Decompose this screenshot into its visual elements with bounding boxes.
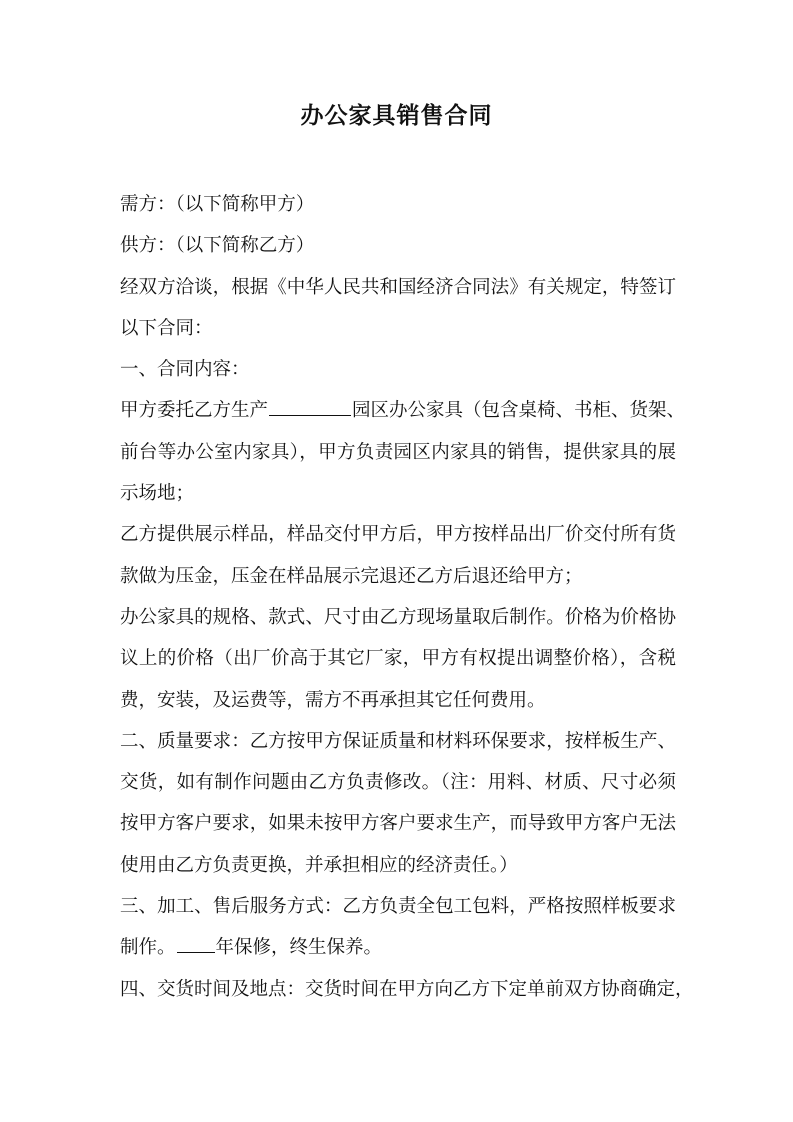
section-3-line-2 (120, 927, 676, 968)
line-clause-2a: 乙方提供展示样品，样品交付甲方后，甲方按样品出厂价交付所有货 (120, 524, 676, 546)
clause-1a-prefix: 甲方委托乙方生产 (120, 400, 269, 422)
line-clause-3b: 议上的价格（出厂价高于其它厂家，甲方有权提出调整价格），含税 (120, 648, 676, 670)
section-1-heading: 一、合同内容： (120, 359, 250, 381)
document-body (120, 184, 694, 1010)
section-3-suffix: 年保修，终生保养。 (215, 937, 383, 959)
blank-field-park-name[interactable] (269, 397, 351, 416)
line-clause-1c: 示场地； (120, 483, 195, 505)
section-2-line-4: 使用由乙方负责更换，并承担相应的经济责任。） (120, 854, 518, 876)
blank-field-warranty-years[interactable] (177, 934, 215, 953)
line-buyer: 需方：（以下简称甲方） (120, 194, 315, 215)
section-2-line-3: 按甲方客户要求，如果未按甲方客户要求生产，而导致甲方客户无法 (120, 813, 676, 835)
line-clause-1b: 前台等办公室内家具），甲方负责园区内家具的销售，提供家具的展 (120, 441, 676, 463)
line-clause-3a: 办公家具的规格、款式、尺寸由乙方现场量取后制作。价格为价格协 (120, 606, 676, 628)
section-3-prefix: 制作。 (120, 937, 176, 959)
line-clause-2b: 款做为压金，压金在样品展示完退还乙方后退还给甲方； (120, 565, 583, 587)
clause-1a-suffix: 园区办公家具（包含桌椅、书柜、货架、 (352, 400, 686, 422)
line-preamble-2: 以下合同： (120, 317, 213, 339)
section-2-line-1: 二、质量要求：乙方按甲方保证质量和材料环保要求，按样板生产、 (120, 730, 676, 752)
section-2-line-2: 交货，如有制作问题由乙方负责修改。（注：用料、材质、尺寸必须 (120, 772, 676, 794)
line-clause-1a (120, 390, 686, 431)
line-preamble-1: 经双方洽谈，根据《中华人民共和国经济合同法》有关规定，特签订 (120, 276, 676, 298)
section-3-line-1: 三、加工、售后服务方式：乙方负责全包工包料，严格按照样板要求 (120, 896, 676, 918)
line-supplier: 供方：（以下简称乙方） (120, 235, 315, 257)
section-4-line-1: 四、交货时间及地点：交货时间在甲方向乙方下定单前双方协商确定， (120, 978, 694, 1000)
document-title: 办公家具销售合同 (300, 102, 493, 129)
line-clause-3c: 费，安装，及运费等，需方不再承担其它任何费用。 (120, 689, 546, 711)
